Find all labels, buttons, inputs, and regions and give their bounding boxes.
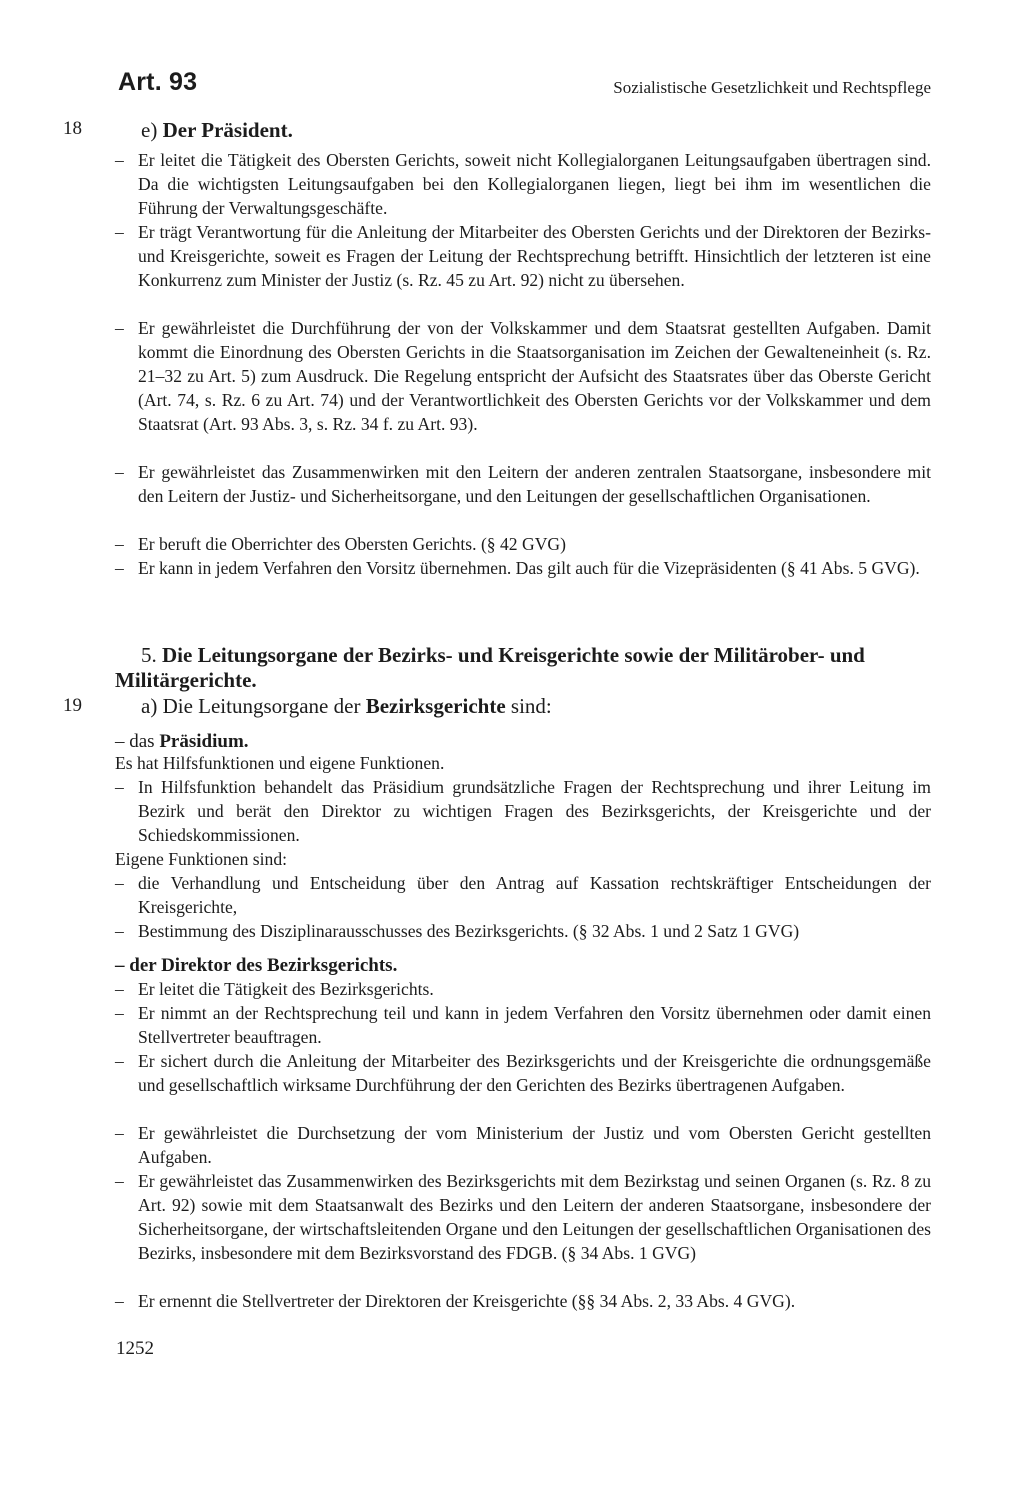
list-item: – Er leitet die Tätigkeit des Bezirksgerichts. [115, 979, 434, 999]
list-item: – Er gewährleistet die Durchführung der von der Volkskammer und dem Staatsrat gestellten Aufgaben. Damit kommt die Einordnung des Obersten Gerichts in die Staatsorganisation im Zeichen der Gewalteneinheit (s. Rz. 21–32 zu Art. 5) zum Ausdruck. Die Regelung entspricht der Aufsicht des Staatsrates über das Oberste Gericht (Art. 74, s. Rz. 6 zu Art. 74) und der Verantwortlichkeit des Obersten Gerichts vor der Volkskammer und dem Staatsrat (Art. 93 Abs. 3, s. Rz. 34 f. zu Art. 93). [115, 318, 931, 434]
list-item: – Er beruft die Oberrichter des Obersten Gerichts. (§ 42 GVG) [115, 534, 566, 554]
praesidium-heading: – das Präsidium. [115, 731, 249, 752]
margin-number-18: 18 [63, 118, 82, 139]
eigene-label: Eigene Funktionen sind: [115, 849, 288, 869]
section-5-heading: 5. Die Leitungsorgane der Bezirks- und Kreisgerichte sowie der Militärober- und [141, 643, 865, 667]
running-title: Sozialistische Gesetzlichkeit und Rechtspflege [613, 78, 931, 97]
section-a-heading: a) Die Leitungsorgane der Bezirksgerichte sind: [141, 694, 552, 718]
page-number: 1252 [116, 1338, 154, 1359]
list-item: – Er gewährleistet das Zusammenwirken des Bezirksgerichts mit dem Bezirkstag und seinen Organen (s. Rz. 8 zu Art. 92) sowie mit dem Staatsanwalt des Bezirks und den Leitern der anderen Staatsorgane, insbesondere der Sicherheitsorgane, der wirtschaftsleitenden Organe und den Leitungen der gesellschaftlichen Organisationen des Bezirks, insbesondere mit dem Bezirksvorstand des FDGB. (§ 34 Abs. 1 GVG) [115, 1171, 931, 1263]
list-item: – Er sichert durch die Anleitung der Mitarbeiter des Bezirksgerichts und der Kreisgerichte die ordnungsgemäße und gesellschaftlich wirksame Durchführung der den Gerichten des Bezirks übertragenen Aufgaben. [115, 1051, 931, 1095]
section-e-heading: e) Der Präsident. [141, 118, 293, 142]
section-5-heading-cont: Militärgerichte. [115, 668, 257, 692]
list-item: – Er gewährleistet die Durchsetzung der vom Ministerium der Justiz und vom Obersten Gericht gestellten Aufgaben. [115, 1123, 931, 1167]
list-item: – die Verhandlung und Entscheidung über den Antrag auf Kassation rechtskräftiger Entscheidungen der Kreisgerichte, [115, 873, 931, 917]
praesidium-intro: Es hat Hilfsfunktionen und eigene Funktionen. [115, 753, 445, 773]
list-item: – In Hilfsfunktion behandelt das Präsidium grundsätzliche Fragen der Rechtsprechung und ihrer Leitung im Bezirk und berät den Direktor zu wichtigen Fragen des Bezirksgerichts, der Kreisgerichte und der Schiedskommissionen. [115, 777, 931, 845]
margin-number-19: 19 [63, 695, 82, 716]
direktor-heading: – der Direktor des Bezirksgerichts. [115, 955, 398, 976]
list-item: – Bestimmung des Disziplinarausschusses des Bezirksgerichts. (§ 32 Abs. 1 und 2 Satz 1 GVG) [115, 921, 800, 941]
list-item: – Er ernennt die Stellvertreter der Direktoren der Kreisgerichte (§§ 34 Abs. 2, 33 Abs. 4 GVG). [115, 1291, 796, 1311]
article-number: Art. 93 [118, 68, 198, 96]
list-item: – Er nimmt an der Rechtsprechung teil und kann in jedem Verfahren den Vorsitz übernehmen oder damit einen Stellvertreter beauftragen. [115, 1003, 931, 1047]
list-item: – Er trägt Verantwortung für die Anleitung der Mitarbeiter des Obersten Gerichts und der Direktoren der Bezirks- und Kreisgerichte, soweit es Fragen der Leitung der Rechtsprechung betrifft. Hinsichtlich der letzteren ist eine Konkurrenz zum Minister der Justiz (s. Rz. 45 zu Art. 92) nicht zu übersehen. [115, 222, 931, 290]
list-item: – Er leitet die Tätigkeit des Obersten Gerichts, soweit nicht Kollegialorganen Leitungsaufgaben übertragen sind. Da die wichtigsten Leitungsaufgaben bei den Kollegialorganen liegen, liegt bei ihm im wesentlichen die Führung der Verwaltungsgeschäfte. [115, 150, 931, 218]
list-item: – Er kann in jedem Verfahren den Vorsitz übernehmen. Das gilt auch für die Vizepräsidenten (§ 41 Abs. 5 GVG). [115, 558, 920, 578]
list-item: – Er gewährleistet das Zusammenwirken mit den Leitern der anderen zentralen Staatsorgane, insbesondere mit den Leitern der Justiz- und Sicherheitsorgane, und den Leitungen der gesellschaftlichen Organisationen. [115, 462, 931, 506]
